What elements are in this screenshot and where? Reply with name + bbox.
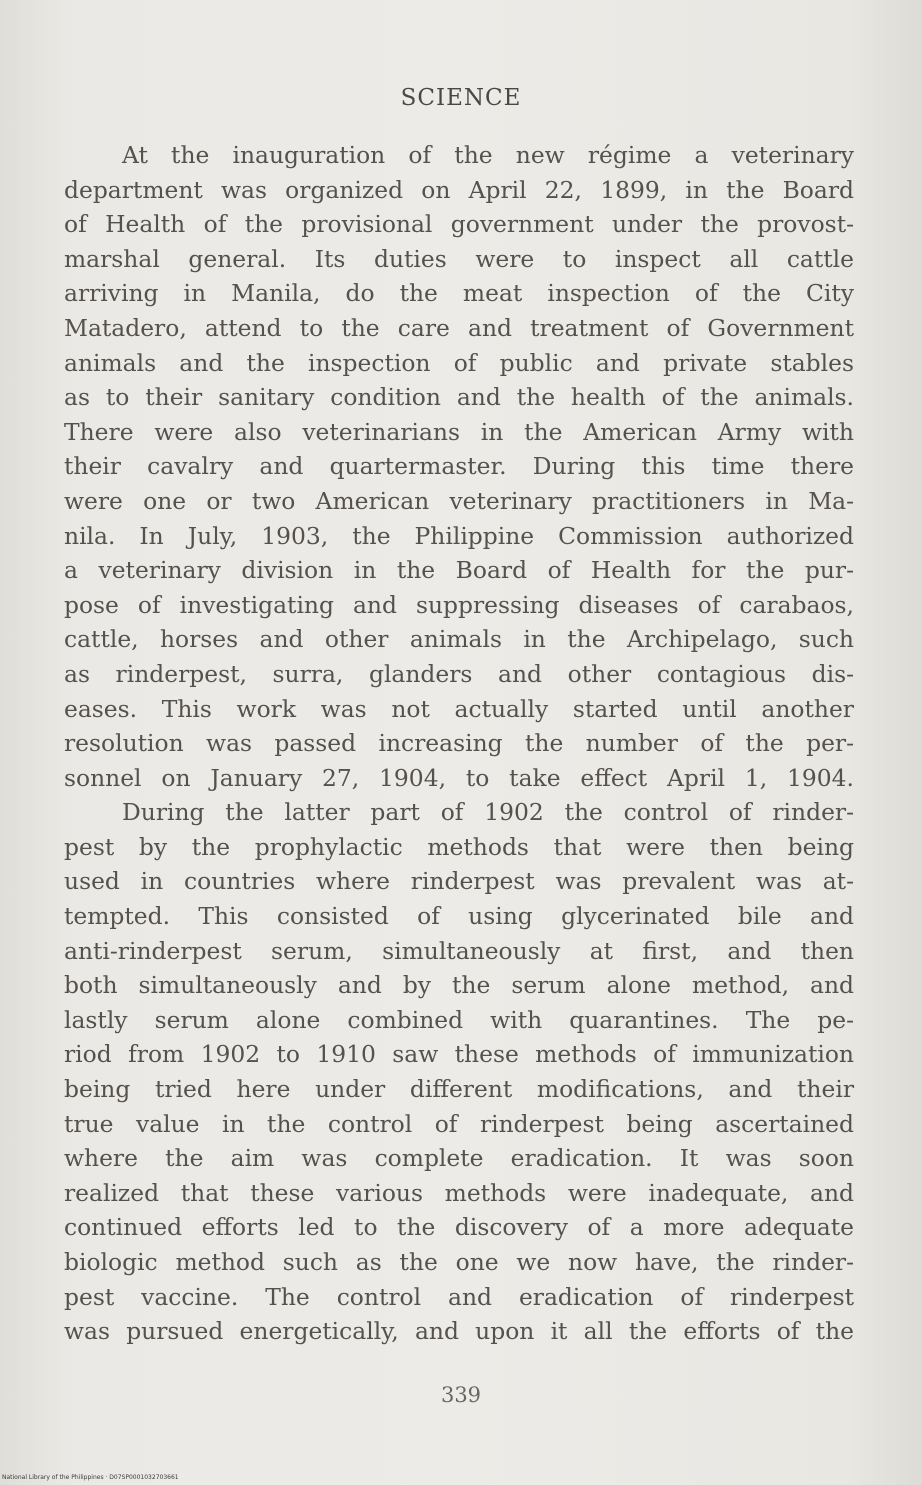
paragraph-1-line: sonnel on January 27, 1904, to take effect April 1, 1904. xyxy=(64,763,854,792)
paragraph-2-line: During the latter part of 1902 the control of rinder- xyxy=(122,798,854,827)
page-number: 339 xyxy=(440,1383,482,1407)
paragraph-1-line: cattle, horses and other animals in the Archipelago, such xyxy=(64,625,854,654)
paragraph-2-line: anti-rinderpest serum, simultaneously at first, and then xyxy=(64,936,854,965)
paragraph-1-line: animals and the inspection of public and private stables xyxy=(64,348,854,377)
paragraph-1-line: as to their sanitary condition and the health of the animals. xyxy=(64,383,854,412)
paragraph-1-line: nila. In July, 1903, the Philippine Commission authorized xyxy=(64,521,854,550)
body-text xyxy=(64,138,854,1349)
paragraph-2-line: pest vaccine. The control and eradication of rinderpest xyxy=(64,1282,854,1311)
paragraph-1-line: were one or two American veterinary practitioners in Ma- xyxy=(64,486,854,515)
paragraph-1-line: their cavalry and quartermaster. During this time there xyxy=(64,452,854,481)
paragraph-2-line: was pursued energetically, and upon it all the efforts of the xyxy=(64,1317,854,1346)
paragraph-2-line: continued efforts led to the discovery of a more adequate xyxy=(64,1213,854,1242)
paragraph-1-line: resolution was passed increasing the number of the per- xyxy=(64,729,854,758)
paragraph-1-line: pose of investigating and suppressing diseases of carabaos, xyxy=(64,590,854,619)
paragraph-2-line: riod from 1902 to 1910 saw these methods of immunization xyxy=(64,1040,854,1069)
paragraph-1-line: There were also veterinarians in the American Army with xyxy=(64,417,854,446)
paragraph-2-line: lastly serum alone combined with quarantines. The pe- xyxy=(64,1005,854,1034)
paragraph-1-line: At the inauguration of the new régime a veterinary xyxy=(122,141,854,169)
paragraph-2-line: biologic method such as the one we now have, the rinder- xyxy=(64,1248,854,1276)
paragraph-2-line: being tried here under different modifications, and their xyxy=(64,1075,854,1104)
paragraph-2 xyxy=(64,795,854,1349)
running-head: SCIENCE xyxy=(400,85,522,111)
paragraph-2-line: true value in the control of rinderpest being ascertained xyxy=(64,1109,854,1138)
paragraph-2-line: both simultaneously and by the serum alone method, and xyxy=(64,971,854,1000)
paragraph-2-line: used in countries where rinderpest was prevalent was at- xyxy=(64,867,854,896)
paragraph-1-line: marshal general. Its duties were to inspect all cattle xyxy=(64,244,854,273)
paragraph-1-line: eases. This work was not actually started until another xyxy=(64,694,854,723)
paragraph-1-line: department was organized on April 22, 1899, in the Board xyxy=(64,175,854,204)
paragraph-2-line: pest by the prophylactic methods that were then being xyxy=(64,832,854,861)
paragraph-1 xyxy=(64,138,854,795)
paragraph-1-line: Matadero, attend to the care and treatment of Government xyxy=(64,313,854,342)
paragraph-2-line: where the aim was complete eradication. It was soon xyxy=(64,1144,854,1173)
paragraph-2-line: tempted. This consisted of using glycerinated bile and xyxy=(64,902,854,931)
paragraph-1-line: as rinderpest, surra, glanders and other contagious dis- xyxy=(64,659,854,688)
paragraph-1-line: a veterinary division in the Board of Health for the pur- xyxy=(64,556,854,585)
paragraph-1-line: of Health of the provisional government under the provost- xyxy=(64,210,854,239)
library-footer-note: National Library of the Philippines · D07SP0001032703661 xyxy=(2,1474,179,1481)
paragraph-1-line: arriving in Manila, do the meat inspection of the City xyxy=(64,279,854,308)
paragraph-2-line: realized that these various methods were inadequate, and xyxy=(64,1178,854,1207)
